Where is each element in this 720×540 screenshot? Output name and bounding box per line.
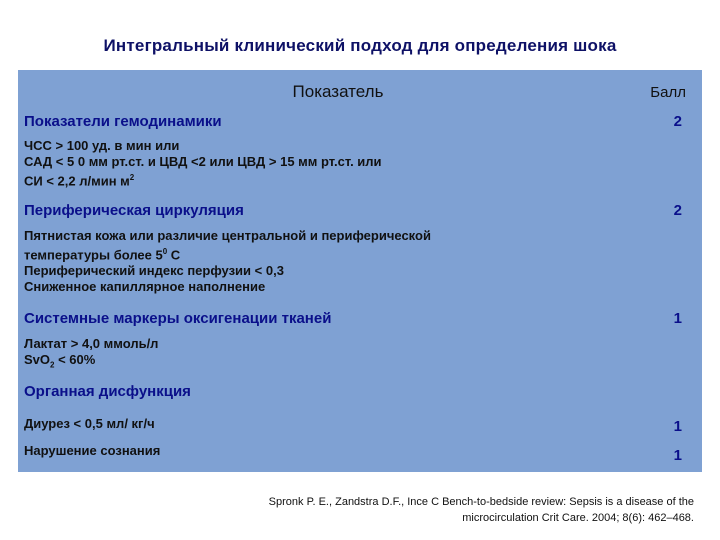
oxygenation-criteria	[24, 336, 158, 374]
reference-line-2: microcirculation Crit Care. 2004; 8(6): 462–468.	[462, 512, 694, 524]
oxygenation-line-2: SvO$_2$ < 60%	[24, 352, 96, 370]
peripheral-criteria	[24, 228, 431, 295]
page-title: Интегральный клинический подход для определения шока	[103, 36, 617, 55]
peripheral-line-4: Сниженное капиллярное наполнение	[24, 279, 266, 295]
peripheral-line-1: Пятнистая кожа или различие центральной и периферической	[24, 228, 431, 243]
section-peripheral-heading: Периферическая циркуляция	[24, 202, 244, 219]
hemodynamics-line-2: САД < 5 0 мм рт.ст. и ЦВД <2 или ЦВД > 15 мм рт.ст. или	[24, 154, 382, 169]
organ-consciousness: Нарушение сознания	[24, 443, 161, 458]
oxygenation-line-1: Лактат > 4,0 ммоль/л	[24, 336, 159, 351]
hemodynamics-line-1: ЧСС > 100 уд. в мин или	[24, 138, 180, 153]
reference-citation	[174, 494, 694, 526]
section-peripheral-score: 2	[673, 202, 682, 219]
organ-diuresis: Диурез < 0,5 мл/ кг/ч	[24, 416, 155, 431]
section-oxygenation-heading: Системные маркеры оксигенации тканей	[24, 310, 332, 327]
hemodynamics-line-3: СИ < 2,2 л/мин $м^2$	[24, 173, 135, 189]
section-hemodynamics-score: 2	[673, 113, 682, 130]
organ-diuresis-score: 1	[673, 418, 682, 435]
peripheral-line-2: температуры более $5^0$ С	[24, 247, 181, 263]
section-hemodynamics-heading: Показатели гемодинамики	[24, 113, 222, 130]
column-header-indicator: Показатель	[292, 82, 384, 101]
column-header-score: Балл	[650, 84, 686, 101]
section-organ-heading: Органная дисфункция	[24, 383, 191, 400]
reference-line-1: Spronk P. E., Zandstra D.F., Ince C Bench-to-bedside review: Sepsis is a disease of the	[268, 496, 694, 508]
hemodynamics-criteria	[24, 138, 382, 189]
section-oxygenation-score: 1	[673, 310, 682, 327]
peripheral-line-3: Периферический индекс перфузии < 0,3	[24, 263, 284, 279]
organ-consciousness-score: 1	[673, 447, 682, 464]
criteria-table	[18, 70, 702, 472]
